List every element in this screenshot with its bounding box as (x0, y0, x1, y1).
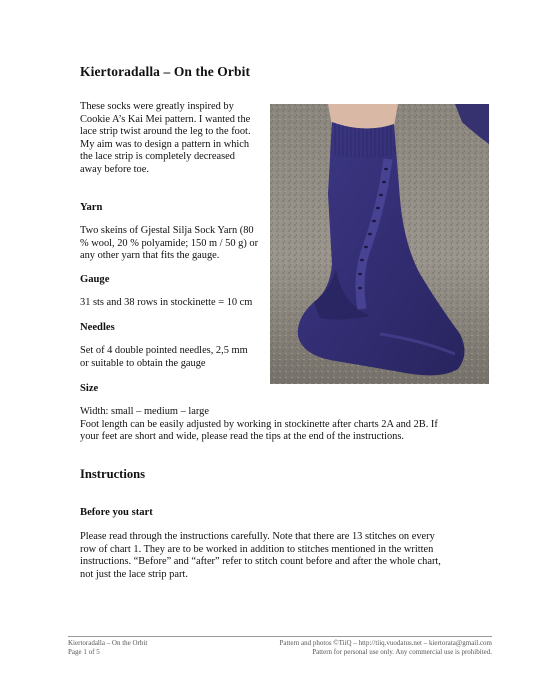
footer-copyright: Pattern and photos ©TiiQ – http://tiiq.vuodatus.net – kiertorata@gmail.com (279, 639, 492, 647)
size-line: Width: small – medium – large (80, 406, 209, 417)
instructions-line: instructions. “Before” and “after” refer to stitch count before and after the whole chart, (80, 556, 441, 568)
footer-usage-notice: Pattern for personal use only. Any commercial use is prohibited. (312, 648, 492, 656)
before-you-start-heading: Before you start (80, 507, 153, 518)
footer-doc-title: Kiertoradalla – On the Orbit (68, 639, 148, 647)
footer-left (68, 639, 147, 657)
yarn-line: any other yarn that fits the gauge. (80, 250, 220, 262)
instructions-heading: Instructions (80, 467, 146, 481)
instructions-line: not just the lace strip part. (80, 568, 188, 580)
page-title: Kiertoradalla – On the Orbit (80, 64, 251, 79)
gauge-heading: Gauge (80, 274, 110, 285)
yarn-heading: Yarn (80, 202, 103, 213)
yarn-line: Two skeins of Gjestal Silja Sock Yarn (80 (80, 225, 254, 236)
footer-right (279, 639, 492, 657)
size-line: Foot length can be easily adjusted by working in stockinette after charts 2A and 2B. If (80, 418, 438, 430)
intro-line: lace strip twist around the leg to the foot. (80, 126, 251, 138)
instructions-line: row of chart 1. They are to be worked in addition to stitches mentioned in the written (80, 543, 434, 555)
intro-line: These socks were greatly inspired by (80, 101, 234, 112)
sock-photo (270, 104, 489, 384)
footer-divider (68, 636, 492, 637)
intro-line: My aim was to design a pattern in which (80, 138, 250, 150)
size-heading: Size (80, 383, 99, 394)
intro-line: away before toe. (80, 163, 149, 175)
gauge-line: 31 sts and 38 rows in stockinette = 10 cm (80, 297, 253, 308)
intro-line: the lace strip is completely decreased (80, 151, 235, 163)
needles-line: Set of 4 double pointed needles, 2,5 mm (80, 345, 248, 356)
footer-page-number: Page 1 of 5 (68, 648, 100, 656)
yarn-line: % wool, 20 % polyamide; 150 m / 50 g) or (80, 237, 259, 249)
instructions-line: Please read through the instructions carefully. Note that there are 13 stitches on every (80, 531, 435, 542)
intro-paragraph (80, 101, 265, 177)
instructions-text (80, 531, 500, 581)
intro-line: Cookie A’s Kai Mei pattern. I wanted the (80, 113, 251, 125)
size-text (80, 406, 500, 444)
needles-heading: Needles (80, 322, 115, 333)
needles-text (80, 345, 270, 370)
size-line: your feet are short and wide, please read the tips at the end of the instructions. (80, 431, 405, 443)
gauge-text (80, 297, 270, 310)
needles-line: or suitable to obtain the gauge (80, 357, 206, 369)
yarn-text (80, 225, 270, 263)
sock-illustration (270, 104, 489, 384)
